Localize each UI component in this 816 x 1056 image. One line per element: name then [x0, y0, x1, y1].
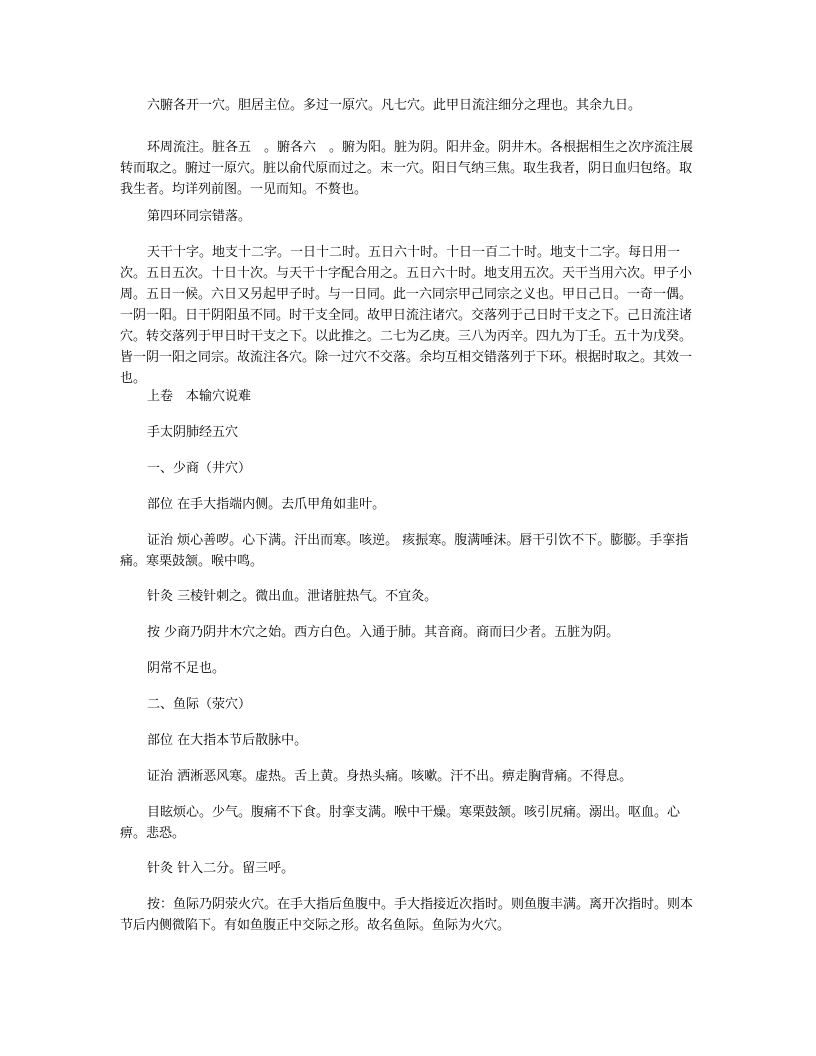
- paragraph-shaoshang-location: 部位 在手大指端内侧。去爪甲角如韭叶。: [147, 497, 386, 512]
- paragraph-heavenly-stems: 天干十字。地支十二字。一日十二时。五日六十时。十日一百二十时。地支十二字。每日用一次。五日五次。十日十次。与天干十字配合用之。五日六十时。地支用五次。天干当用六次。甲子小周。五日一候。六日又另起甲子时。与一日同。此一六同宗甲己同宗之义也。甲日己日。一奇一偶。一阴一阳。日干阴阳虽不同。时干支全同。故甲日流注诸穴。交落列于己日时干支之下。己日流注诸穴。转交落列于甲日时干支之下。以此推之。二七为乙庚。三八为丙辛。四九为丁壬。五十为戊癸。皆一阴一阳之同宗。故流注各穴。除一过穴不交落。余均互相交错落列于下环。根据时取之。其效一也。: [120, 245, 693, 386]
- paragraph-yuji-location: 部位 在大指本节后散脉中。: [147, 733, 308, 748]
- section-heading-lung-meridian: 手太阴肺经五穴: [147, 425, 239, 440]
- subheading-shaoshang: 一、少商（井穴）: [147, 461, 252, 476]
- paragraph-yin-insufficient: 阴常不足也。: [147, 661, 226, 676]
- paragraph-yuji-symptoms: 目眩烦心。少气。腹痛不下食。肘挛支满。喉中干燥。寒栗鼓颔。咳引尻痛。溺出。呕血。心痹。悲恐。: [120, 805, 681, 841]
- paragraph-shaoshang-acupuncture: 针灸 三棱针刺之。微出血。泄诸脏热气。不宜灸。: [147, 589, 438, 604]
- paragraph-shaoshang-indications: 证治 烦心善哕。心下满。汗出而寒。咳逆。 痎振寒。腹满唾沫。唇干引饮不下。膨膨。手挛指痛。寒栗鼓颔。喉中鸣。: [120, 533, 689, 569]
- paragraph-yuji-indications: 证治 洒淅恶风寒。虚热。舌上黄。身热头痛。咳嗽。汗不出。痹走胸背痛。不得息。: [147, 769, 633, 784]
- subheading-yuji: 二、鱼际（荥穴）: [147, 697, 252, 712]
- section-heading-fourth-ring: 第四环同宗错落。: [147, 209, 252, 224]
- paragraph-circulation: 环周流注。脏各五 。腑各六 。腑为阳。脏为阴。阳井金。阴井木。各根据相生之次序流注展转而取之。腑过一原穴。脏以俞代原而过之。末一穴。阳日气纳三焦。取生我者，阴日血归包络。取我生者。均详列前图。一见而知。不赘也。: [120, 140, 694, 197]
- paragraph-shaoshang-note: 按 少商乃阴井木穴之始。西方白色。入通于肺。其音商。商而曰少者。五脏为阴。: [147, 625, 620, 640]
- paragraph-yuji-acupuncture: 针灸 针入二分。留三呼。: [147, 861, 295, 876]
- paragraph-jia-day-summary: 六腑各开一穴。胆居主位。多过一原穴。凡七穴。此甲日流注细分之理也。其余九日。: [147, 98, 642, 113]
- paragraph-yuji-note: 按：鱼际乃阴荥火穴。在手大指后鱼腹中。手大指接近次指时。则鱼腹丰满。离开次指时。则本节后内侧微陷下。有如鱼腹正中交际之形。故名鱼际。鱼际为火穴。: [120, 897, 694, 933]
- section-heading-volume-one: 上卷 本输穴说难: [147, 389, 252, 404]
